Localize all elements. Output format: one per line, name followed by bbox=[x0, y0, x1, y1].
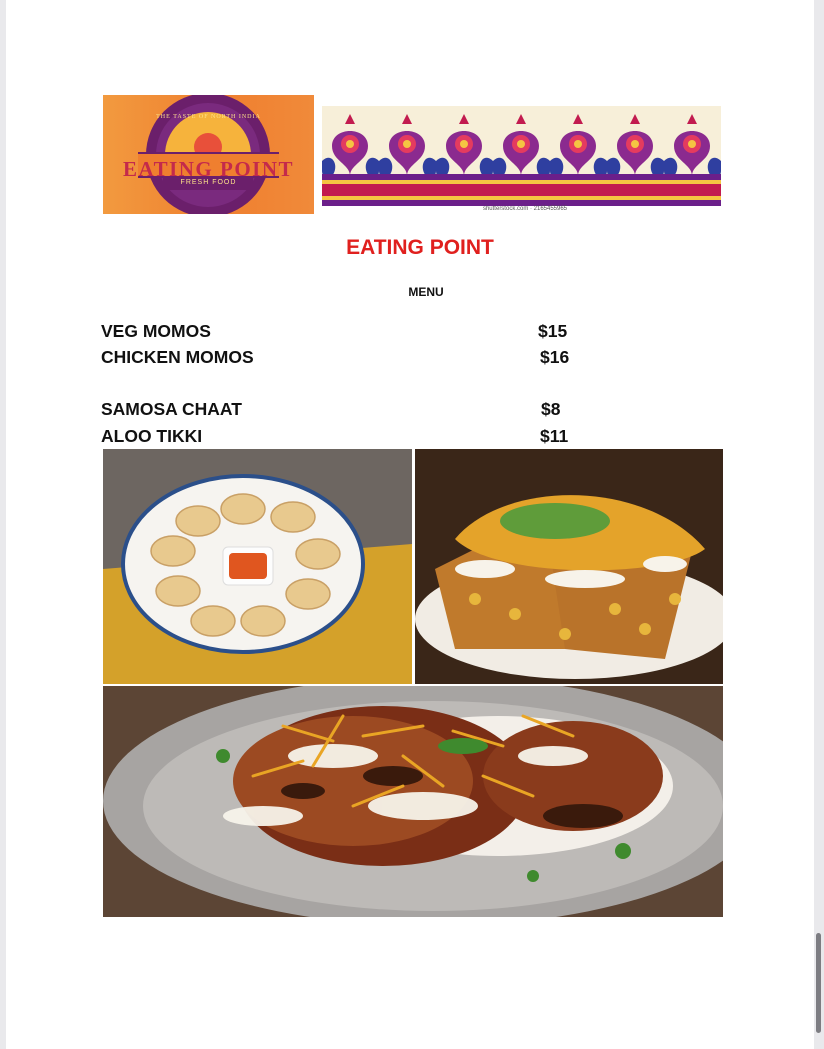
menu-item-price: $11 bbox=[540, 426, 569, 446]
banner-credit: shutterstock.com · 2165455965 bbox=[482, 206, 568, 212]
samosa-chaat-photo bbox=[415, 449, 723, 684]
logo-arc-text: THE TASTE OF NORTH INDIA bbox=[156, 114, 261, 120]
momos-photo bbox=[103, 449, 412, 684]
menu-item-price: $8 bbox=[541, 399, 561, 419]
page-edge-left bbox=[0, 0, 6, 1049]
restaurant-logo bbox=[103, 95, 314, 214]
menu-item-name: ALOO TIKKI bbox=[101, 426, 203, 446]
page-title: EATING POINT bbox=[346, 236, 494, 259]
menu-item-name: CHICKEN MOMOS bbox=[101, 347, 254, 367]
logo-name: EATING POINT bbox=[122, 157, 295, 181]
menu-heading: MENU bbox=[408, 285, 444, 299]
decorative-pattern-banner bbox=[322, 106, 721, 206]
logo-tagline: FRESH FOOD bbox=[180, 179, 237, 186]
menu-item-price: $15 bbox=[538, 321, 568, 341]
menu-item-name: VEG MOMOS bbox=[101, 321, 211, 341]
menu-item-price: $16 bbox=[540, 347, 570, 367]
scrollbar-thumb[interactable] bbox=[816, 933, 821, 1033]
menu-item-name: SAMOSA CHAAT bbox=[101, 399, 242, 419]
aloo-tikki-photo bbox=[103, 686, 723, 917]
page-edge-right bbox=[814, 0, 824, 1049]
